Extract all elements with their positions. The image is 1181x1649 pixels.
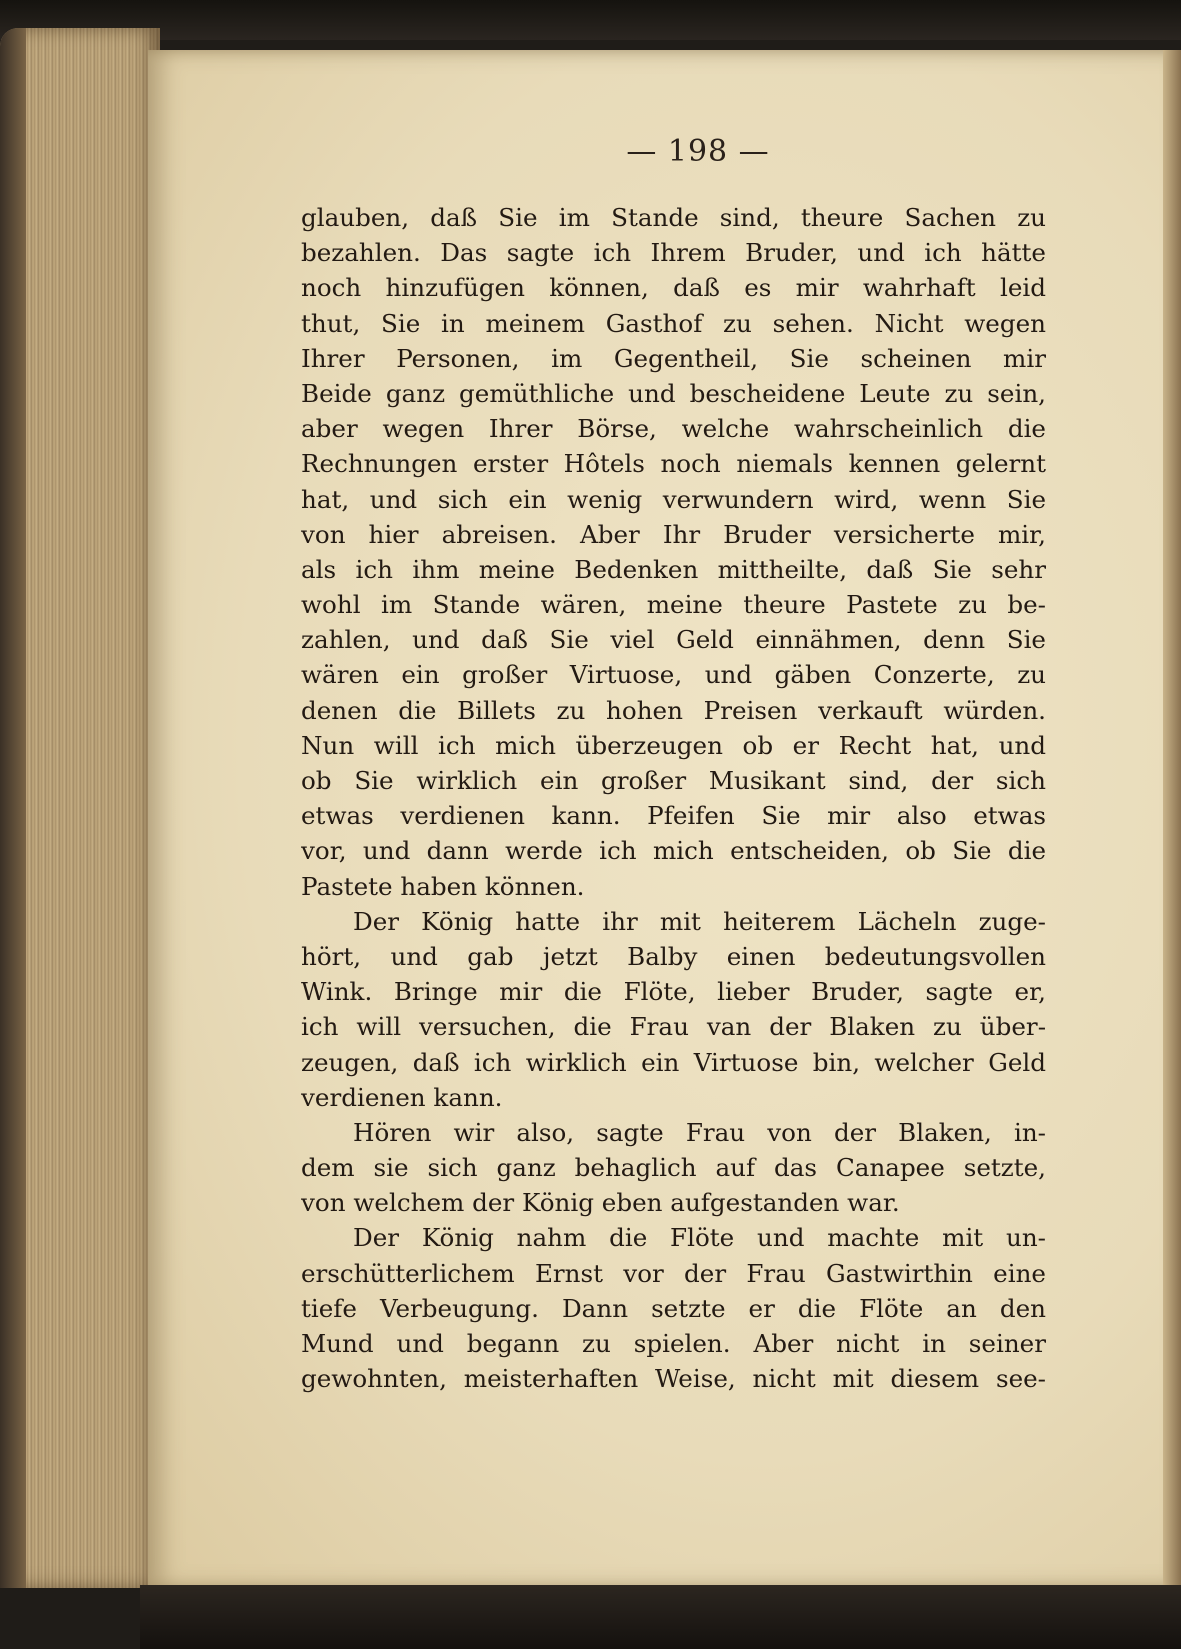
text-line: hat, und sich ein wenig verwundern wird, wenn Sie (301, 484, 1046, 514)
text-line: von hier abreisen. Aber Ihr Bruder versicherte mir, (301, 519, 1046, 549)
text-line: ob Sie wirklich ein großer Musikant sind, der sich (301, 766, 1046, 795)
text-line: glauben, daß Sie im Stande sind, theure Sachen zu (301, 203, 1046, 232)
text-line: denen die Billets zu hohen Preisen verkauft würden. (301, 695, 1046, 725)
text-line: ich will versuchen, die Frau van der Blaken zu über- (301, 1012, 1046, 1042)
page-text (301, 200, 1046, 1396)
text-line: etwas verdienen kann. Pfeifen Sie mir also etwas (301, 801, 1046, 831)
book-cover-edge (0, 0, 1181, 40)
text-line: Wink. Bringe mir die Flöte, lieber Bruder, sagte er, (301, 977, 1046, 1007)
text-line: Hören wir also, sagte Frau von der Blaken, in- (353, 1117, 1046, 1147)
page-bottom-edge (140, 1585, 1181, 1649)
text-line: Pastete haben können. (301, 871, 585, 901)
text-line: Mund und begann zu spielen. Aber nicht in seiner (301, 1329, 1046, 1358)
text-line: wohl im Stande wären, meine theure Pastete zu be- (301, 590, 1046, 620)
text-line: zahlen, und daß Sie viel Geld einnähmen, denn Sie (301, 625, 1046, 655)
page-right-edge (1163, 50, 1181, 1588)
text-line: hört, und gab jetzt Balby einen bedeutungsvollen (301, 941, 1046, 971)
text-line: dem sie sich ganz behaglich auf das Canapee setzte, (301, 1153, 1046, 1183)
text-line: zeugen, daß ich wirklich ein Virtuose bin, welcher Geld (301, 1047, 1046, 1077)
text-line: wären ein großer Virtuose, und gäben Conzerte, zu (301, 660, 1046, 690)
text-line: vor, und dann werde ich mich entscheiden, ob Sie die (301, 836, 1046, 866)
text-line: bezahlen. Das sagte ich Ihrem Bruder, und ich hätte (301, 238, 1046, 268)
text-line: verdienen kann. (301, 1082, 503, 1112)
text-line: Ihrer Personen, im Gegentheil, Sie scheinen mir (301, 343, 1046, 373)
text-line: erschütterlichem Ernst vor der Frau Gastwirthin eine (301, 1258, 1046, 1288)
text-line: noch hinzufügen können, daß es mir wahrhaft leid (301, 273, 1046, 303)
page-number: — 198 — (626, 134, 770, 169)
text-line: tiefe Verbeugung. Dann setzte er die Flöte an den (301, 1293, 1046, 1323)
text-line: Rechnungen erster Hôtels noch niemals kennen gelernt (301, 449, 1046, 479)
text-line: aber wegen Ihrer Börse, welche wahrscheinlich die (301, 414, 1046, 444)
page-stack-edges (0, 28, 160, 1588)
text-line: Beide ganz gemüthliche und bescheidene Leute zu sein, (301, 378, 1046, 408)
text-line: Nun will ich mich überzeugen ob er Recht hat, und (301, 730, 1046, 760)
text-line: als ich ihm meine Bedenken mittheilte, daß Sie sehr (301, 554, 1046, 584)
text-line: Der König hatte ihr mit heiterem Lächeln zuge- (353, 906, 1046, 936)
text-line: Der König nahm die Flöte und machte mit un- (353, 1223, 1046, 1253)
text-line: gewohnten, meisterhaften Weise, nicht mit diesem see- (301, 1364, 1046, 1394)
text-line: von welchem der König eben aufgestanden war. (301, 1188, 900, 1218)
book-page (148, 50, 1178, 1588)
text-line: thut, Sie in meinem Gasthof zu sehen. Nicht wegen (301, 308, 1046, 338)
